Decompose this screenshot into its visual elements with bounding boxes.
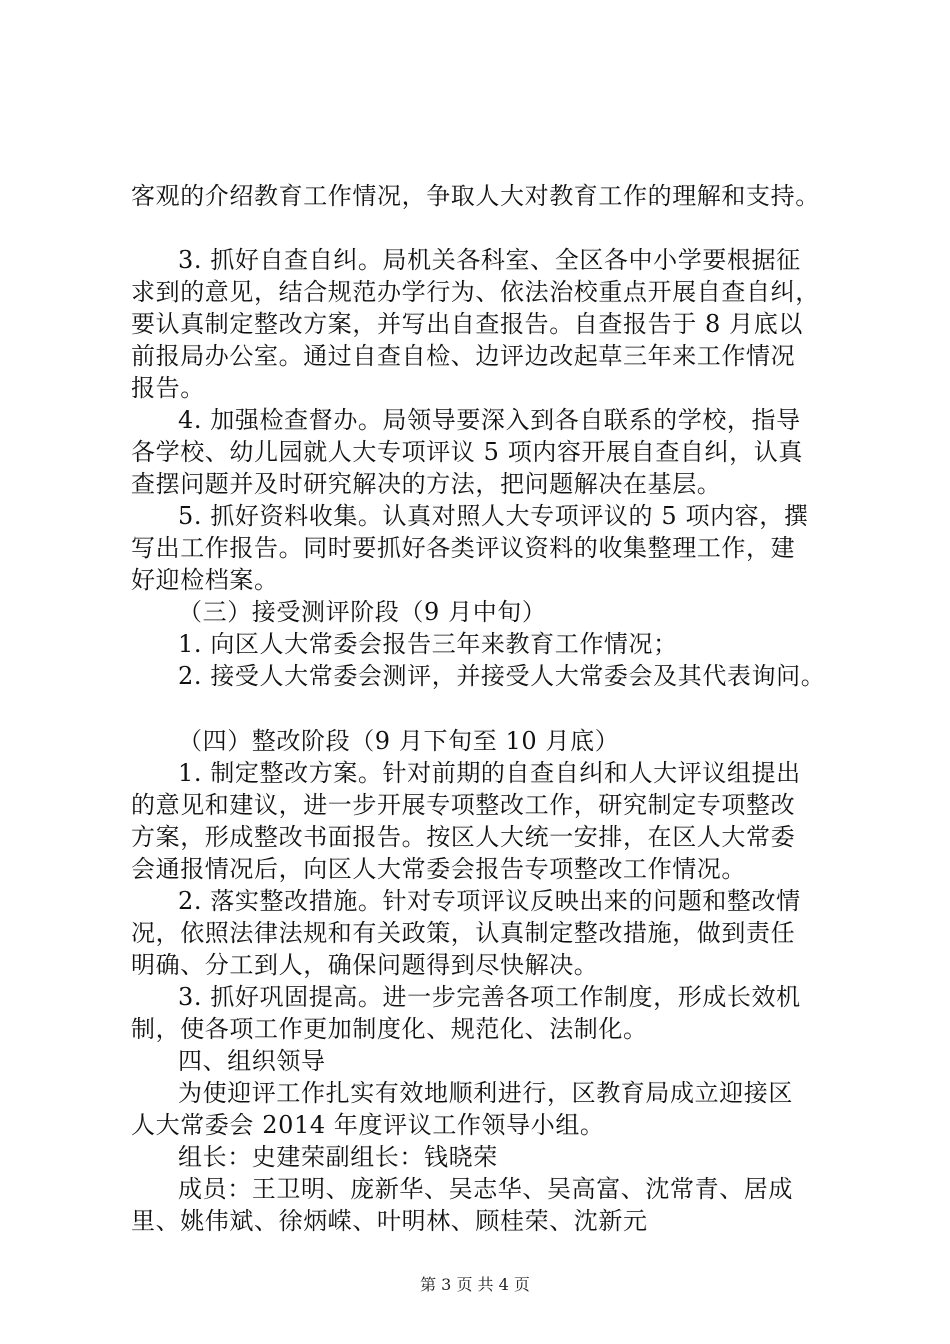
section-heading: 四、组织领导: [178, 1047, 326, 1075]
text-line: 况，依照法律法规和有关政策，认真制定整改措施，做到责任: [131, 919, 796, 947]
text-line: 查摆问题并及时研究解决的方法，把问题解决在基层。: [131, 470, 722, 498]
text-line: 4. 加强检查督办。局领导要深入到各自联系的学校，指导: [178, 406, 801, 434]
text-line: 组长：史建荣副组长：钱晓荣: [178, 1143, 498, 1171]
text-line: 报告。: [131, 374, 205, 402]
text-line: 成员：王卫明、庞新华、吴志华、吴高富、沈常青、居成: [178, 1175, 793, 1203]
text-line: 明确、分工到人，确保问题得到尽快解决。: [131, 951, 599, 979]
text-line: 制，使各项工作更加制度化、规范化、法制化。: [131, 1015, 648, 1043]
text-line: 客观的介绍教育工作情况，争取人大对教育工作的理解和支持。: [131, 182, 820, 210]
section-heading: （四）整改阶段（9 月下旬至 10 月底）: [178, 727, 620, 755]
text-line: 1. 向区人大常委会报告三年来教育工作情况；: [178, 630, 678, 658]
text-line: 要认真制定整改方案，并写出自查报告。自查报告于 8 月底以: [131, 310, 803, 338]
text-line: 2. 落实整改措施。针对专项评议反映出来的问题和整改情: [178, 887, 801, 915]
text-line: 的意见和建议，进一步开展专项整改工作，研究制定专项整改: [131, 791, 796, 819]
text-line: 里、姚伟斌、徐炳嵘、叶明林、顾桂荣、沈新元: [131, 1207, 648, 1235]
text-line: 写出工作报告。同时要抓好各类评议资料的收集整理工作，建: [131, 534, 796, 562]
text-line: 3. 抓好自查自纠。局机关各科室、全区各中小学要根据征: [178, 246, 801, 274]
text-line: 为使迎评工作扎实有效地顺利进行，区教育局成立迎接区: [178, 1079, 793, 1107]
text-line: 方案，形成整改书面报告。按区人大统一安排，在区人大常委: [131, 823, 796, 851]
text-line: 前报局办公室。通过自查自检、边评边改起草三年来工作情况: [131, 342, 796, 370]
text-line: 求到的意见，结合规范办学行为、依法治校重点开展自查自纠，: [131, 278, 820, 306]
text-line: 各学校、幼儿园就人大专项评议 5 项内容开展自查自纠，认真: [131, 438, 803, 466]
page-footer: 第 3 页 共 4 页: [420, 1275, 530, 1294]
section-heading: （三）接受测评阶段（9 月中旬）: [178, 598, 547, 626]
text-line: 好迎检档案。: [131, 566, 279, 594]
text-line: 3. 抓好巩固提高。进一步完善各项工作制度，形成长效机: [178, 983, 801, 1011]
text-line: 人大常委会 2014 年度评议工作领导小组。: [131, 1111, 605, 1139]
text-line: 5. 抓好资料收集。认真对照人大专项评议的 5 项内容，撰: [178, 502, 809, 530]
text-line: 2. 接受人大常委会测评，并接受人大常委会及其代表询问。: [178, 662, 826, 690]
text-line: 1. 制定整改方案。针对前期的自查自纠和人大评议组提出: [178, 759, 801, 787]
text-line: 会通报情况后，向区人大常委会报告专项整改工作情况。: [131, 855, 746, 883]
